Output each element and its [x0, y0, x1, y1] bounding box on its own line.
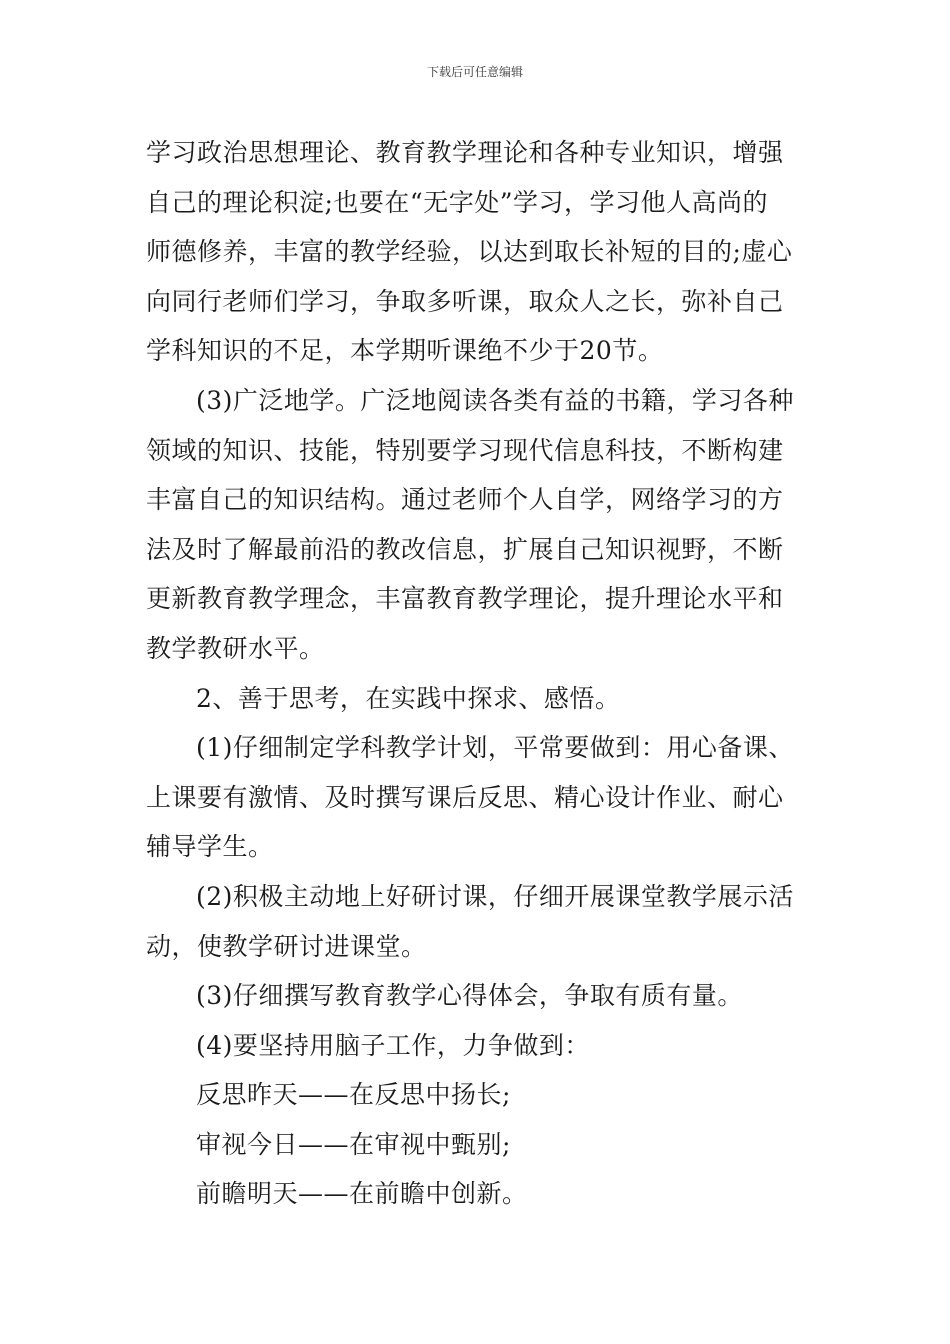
- text-line: 向同行老师们学习，争取多听课，取众人之长，弥补自己: [146, 286, 784, 316]
- paragraph-start-line: (2)积极主动地上好研讨课，仔细开展课堂教学展示活: [196, 881, 794, 911]
- text-line: 学习政治思想理论、教育教学理论和各种专业知识，增强: [146, 138, 784, 167]
- text-line: 动，使教学研讨进课堂。: [146, 931, 427, 961]
- text-line: 更新教育教学理念，丰富教育教学理论，提升理论水平和: [146, 584, 784, 614]
- text-line: 师德修养，丰富的教学经验，以达到取长补短的目的;虚心: [146, 237, 793, 267]
- text-line: 领域的知识、技能，特别要学习现代信息科技，不断构建: [146, 435, 784, 465]
- list-line: 反思昨天——在反思中扬长;: [196, 1080, 511, 1110]
- text-line: 丰富自己的知识结构。通过老师个人自学，网络学习的方: [146, 485, 784, 515]
- list-line: 审视今日——在审视中甄别;: [196, 1129, 511, 1159]
- text-line: 教学教研水平。: [146, 633, 325, 663]
- section-heading-line: 2、善于思考，在实践中探求、感悟。: [196, 683, 621, 713]
- text-line: 自己的理论积淀;也要在“无字处”学习，学习他人高尚的: [146, 187, 768, 217]
- body-text: [146, 128, 810, 1219]
- paragraph-start-line: (4)要坚持用脑子工作，力争做到：: [196, 1030, 590, 1060]
- paragraph-start-line: (3)广泛地学。广泛地阅读各类有益的书籍，学习各种: [196, 385, 794, 415]
- page-header: 下载后可任意编辑: [426, 65, 523, 79]
- text-line: 辅导学生。: [146, 832, 274, 862]
- text-line: 上课要有激情、及时撰写课后反思、精心设计作业、耐心: [146, 782, 784, 812]
- text-line: 学科知识的不足，本学期听课绝不少于20节。: [146, 336, 664, 366]
- paragraph-start-line: (1)仔细制定学科教学计划，平常要做到：用心备课、: [196, 733, 794, 763]
- text-line: 法及时了解最前沿的教改信息，扩展自己知识视野，不断: [146, 534, 784, 564]
- list-line: 前瞻明天——在前瞻中创新。: [196, 1179, 528, 1209]
- paragraph-start-line: (3)仔细撰写教育教学心得体会，争取有质有量。: [196, 981, 743, 1011]
